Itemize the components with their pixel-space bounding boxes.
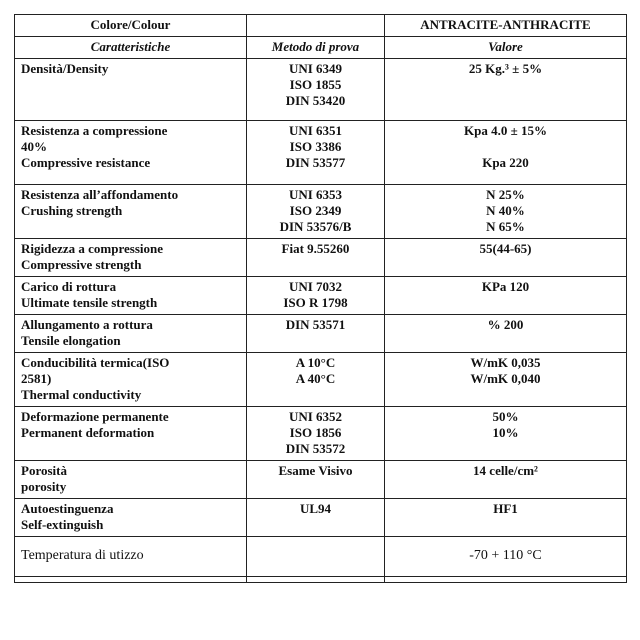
tensile-method-1: UNI 7032 — [288, 279, 343, 294]
method-header — [247, 37, 385, 59]
temperature-methods — [247, 537, 385, 577]
deformation-method-1: UNI 6352 — [288, 409, 343, 424]
colour-label-cell — [15, 15, 247, 37]
deformation-value-2: 10% — [492, 425, 519, 440]
rigidity-name-line-2: Compressive strength — [21, 257, 142, 272]
density-method-2: ISO 1855 — [289, 77, 342, 92]
elongation-methods — [247, 315, 385, 353]
compression-value-2: Kpa 220 — [482, 155, 529, 170]
porosity-name-line-1: Porosità — [21, 463, 67, 478]
crushing-method-3: DIN 53576/B — [279, 219, 352, 234]
rigidity-methods — [247, 239, 385, 277]
elongation-value-1: % 200 — [487, 317, 524, 332]
crushing-name — [15, 185, 247, 239]
compression-method-2: ISO 3386 — [289, 139, 342, 154]
deformation-method-3: DIN 53572 — [285, 441, 346, 456]
value-label: Valore — [488, 39, 523, 54]
deformation-methods — [247, 407, 385, 461]
conductivity-value-2: W/mK 0,040 — [470, 371, 541, 386]
crushing-name-line-1: Resistenza all’affondamento — [21, 187, 179, 202]
row-deformation — [15, 407, 627, 461]
porosity-values — [385, 461, 627, 499]
selfext-name-line-2: Self-extinguish — [21, 517, 104, 532]
rigidity-name — [15, 239, 247, 277]
elongation-name — [15, 315, 247, 353]
porosity-method-1: Esame Visivo — [278, 463, 353, 478]
conductivity-method-2: A 40°C — [295, 371, 336, 386]
compression-value-spacer — [391, 139, 620, 155]
row-elongation — [15, 315, 627, 353]
crushing-methods — [247, 185, 385, 239]
conductivity-values — [385, 353, 627, 407]
elongation-name-line-2: Tensile elongation — [21, 333, 121, 348]
row-conductivity — [15, 353, 627, 407]
selfext-value-1: HF1 — [493, 501, 518, 516]
selfext-name-line-1: Autoestinguenza — [21, 501, 114, 516]
deformation-values — [385, 407, 627, 461]
selfext-name — [15, 499, 247, 537]
bottom-strip-1 — [15, 577, 247, 583]
header-blank-cell — [247, 15, 385, 37]
crushing-value-2: N 40% — [486, 203, 525, 218]
selfext-method-1: UL94 — [299, 501, 332, 516]
value-header — [385, 37, 627, 59]
selfext-values — [385, 499, 627, 537]
compression-name — [15, 121, 247, 185]
rigidity-values — [385, 239, 627, 277]
subheader-row — [15, 37, 627, 59]
deformation-name-line-1: Deformazione permanente — [21, 409, 169, 424]
elongation-name-line-1: Allungamento a rottura — [21, 317, 153, 332]
conductivity-name-line-3: Thermal conductivity — [21, 387, 142, 402]
conductivity-method-1: A 10°C — [295, 355, 336, 370]
density-method-1: UNI 6349 — [288, 61, 343, 76]
colour-label: Colore/Colour — [90, 17, 171, 32]
porosity-value-1: 14 celle/cm² — [473, 463, 538, 478]
crushing-value-1: N 25% — [486, 187, 525, 202]
tensile-name — [15, 277, 247, 315]
tensile-method-2: ISO R 1798 — [283, 295, 348, 310]
row-compression — [15, 121, 627, 185]
conductivity-value-1: W/mK 0,035 — [470, 355, 541, 370]
rigidity-method-1: Fiat 9.55260 — [281, 241, 350, 256]
compression-name-line-1: Resistenza a compressione — [21, 123, 168, 138]
temperature-name — [15, 537, 247, 577]
crushing-name-line-2: Crushing strength — [21, 203, 123, 218]
compression-name-line-3: Compressive resistance — [21, 155, 151, 170]
density-name-line: Densità/Density — [21, 61, 109, 76]
crushing-values — [385, 185, 627, 239]
density-value-1: 25 Kg.³ ± 5% — [468, 61, 543, 76]
temperature-name-line-1: Temperatura di utizzo — [21, 548, 144, 563]
elongation-values — [385, 315, 627, 353]
compression-value-1: Kpa 4.0 ± 15% — [464, 123, 547, 138]
characteristics-label: Caratteristiche — [90, 39, 171, 54]
crushing-method-1: UNI 6353 — [288, 187, 343, 202]
porosity-name — [15, 461, 247, 499]
row-density — [15, 59, 627, 121]
colour-value-cell — [385, 15, 627, 37]
conductivity-methods — [247, 353, 385, 407]
row-tensile — [15, 277, 627, 315]
row-rigidity — [15, 239, 627, 277]
header-row — [15, 15, 627, 37]
rigidity-value-1: 55(44-65) — [479, 241, 532, 256]
conductivity-name-line-1: Conducibilità termica(ISO — [21, 355, 170, 370]
row-porosity — [15, 461, 627, 499]
conductivity-name-line-2: 2581) — [21, 371, 52, 386]
rigidity-name-line-1: Rigidezza a compressione — [21, 241, 164, 256]
row-selfext — [15, 499, 627, 537]
colour-value: ANTRACITE-ANTHRACITE — [420, 17, 591, 32]
spec-table — [14, 14, 627, 583]
density-name — [15, 59, 247, 121]
row-crushing — [15, 185, 627, 239]
method-label: Metodo di prova — [271, 39, 360, 54]
crushing-method-2: ISO 2349 — [289, 203, 342, 218]
compression-method-1: UNI 6351 — [288, 123, 343, 138]
porosity-methods — [247, 461, 385, 499]
characteristics-header — [15, 37, 247, 59]
temperature-values — [385, 537, 627, 577]
compression-method-3: DIN 53577 — [285, 155, 346, 170]
compression-values — [385, 121, 627, 185]
bottom-strip-2 — [247, 577, 385, 583]
tensile-name-line-1: Carico di rottura — [21, 279, 117, 294]
crushing-value-3: N 65% — [486, 219, 525, 234]
compression-methods — [247, 121, 385, 185]
density-method-3: DIN 53420 — [285, 93, 346, 108]
spec-sheet — [14, 14, 626, 583]
conductivity-name — [15, 353, 247, 407]
selfext-methods — [247, 499, 385, 537]
row-temperature — [15, 537, 627, 577]
tensile-name-line-2: Ultimate tensile strength — [21, 295, 158, 310]
row-bottom-strip — [15, 577, 627, 583]
tensile-methods — [247, 277, 385, 315]
compression-name-line-2: 40% — [21, 139, 47, 154]
bottom-strip-3 — [385, 577, 627, 583]
temperature-value-1: -70 + 110 °C — [469, 548, 542, 563]
density-values — [385, 59, 627, 121]
deformation-value-1: 50% — [492, 409, 519, 424]
deformation-name-line-2: Permanent deformation — [21, 425, 155, 440]
tensile-values — [385, 277, 627, 315]
porosity-name-line-2: porosity — [21, 479, 67, 494]
tensile-value-1: KPa 120 — [481, 279, 530, 294]
density-methods — [247, 59, 385, 121]
deformation-method-2: ISO 1856 — [289, 425, 342, 440]
deformation-name — [15, 407, 247, 461]
elongation-method-1: DIN 53571 — [285, 317, 346, 332]
